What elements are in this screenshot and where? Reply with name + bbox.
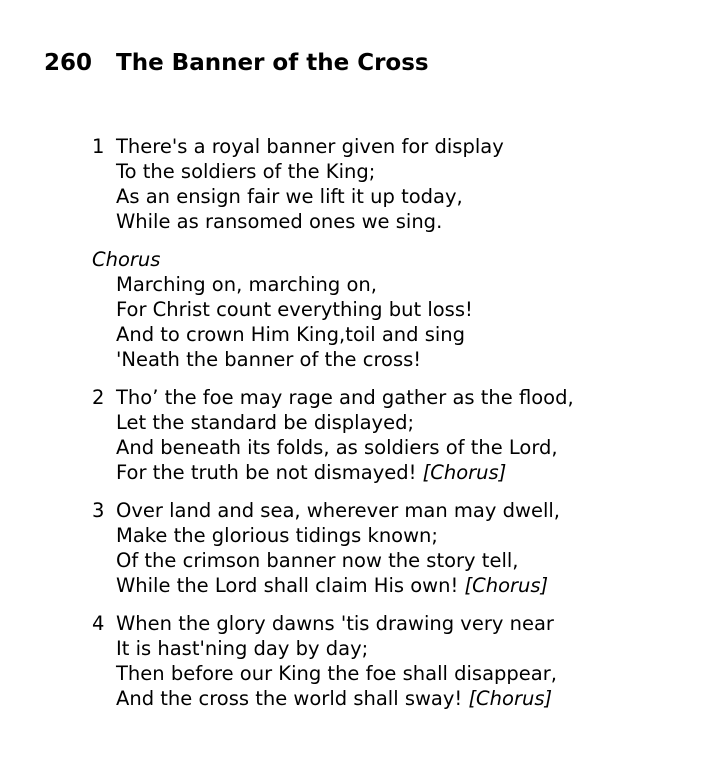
chorus [92,247,712,372]
verse-line [92,134,712,159]
verse-line [92,611,712,636]
verse-line: Then before our King the foe shall disappear, [116,662,557,685]
verse-number: 4 [92,612,105,635]
verse-line-text: When the glory dawns 'tis drawing very near [116,612,554,635]
chorus-reference: [Chorus] [422,461,507,484]
chorus-line: 'Neath the banner of the cross! [116,348,422,371]
verse-line-text: For the truth be not dismayed! [116,461,417,484]
verse-line [92,573,712,598]
chorus-line: For Christ count everything but loss! [116,298,473,321]
verse-4 [92,611,712,711]
verse-line: As an ensign fair we lift it up today, [116,185,463,208]
verse-line: It is hast'ning day by day; [116,637,369,660]
verse-line [92,385,712,410]
verse-line: While as ransomed ones we sing. [116,210,443,233]
chorus-reference: [Chorus] [464,574,549,597]
verse-line [92,686,712,711]
verse-1 [92,134,712,234]
verse-number: 3 [92,499,105,522]
chorus-line: And to crown Him King,toil and sing [116,323,466,346]
hymn-title: The Banner of the Cross [116,50,429,76]
chorus-reference: [Chorus] [468,687,553,710]
verse-number: 1 [92,135,105,158]
verse-line-text: And the cross the world shall sway! [116,687,463,710]
verse-line-text: While the Lord shall claim His own! [116,574,459,597]
verse-line [92,498,712,523]
verse-line: And beneath its folds, as soldiers of the Lord, [116,436,558,459]
hymn-body [92,134,712,724]
verse-line-text: There's a royal banner given for display [116,135,504,158]
verse-line-text: Tho’ the foe may rage and gather as the flood, [116,386,574,409]
hymn-header [44,50,429,76]
hymn-number: 260 [44,50,93,76]
chorus-label: Chorus [92,248,161,271]
verse-line: Of the crimson banner now the story tell, [116,549,519,572]
verse-line: To the soldiers of the King; [116,160,376,183]
verse-2 [92,385,712,485]
verse-3 [92,498,712,598]
verse-line: Make the glorious tidings known; [116,524,438,547]
verse-line: Let the standard be displayed; [116,411,415,434]
verse-line-text: Over land and sea, wherever man may dwell, [116,499,560,522]
chorus-line: Marching on, marching on, [116,273,377,296]
verse-line [92,460,712,485]
verse-number: 2 [92,386,105,409]
